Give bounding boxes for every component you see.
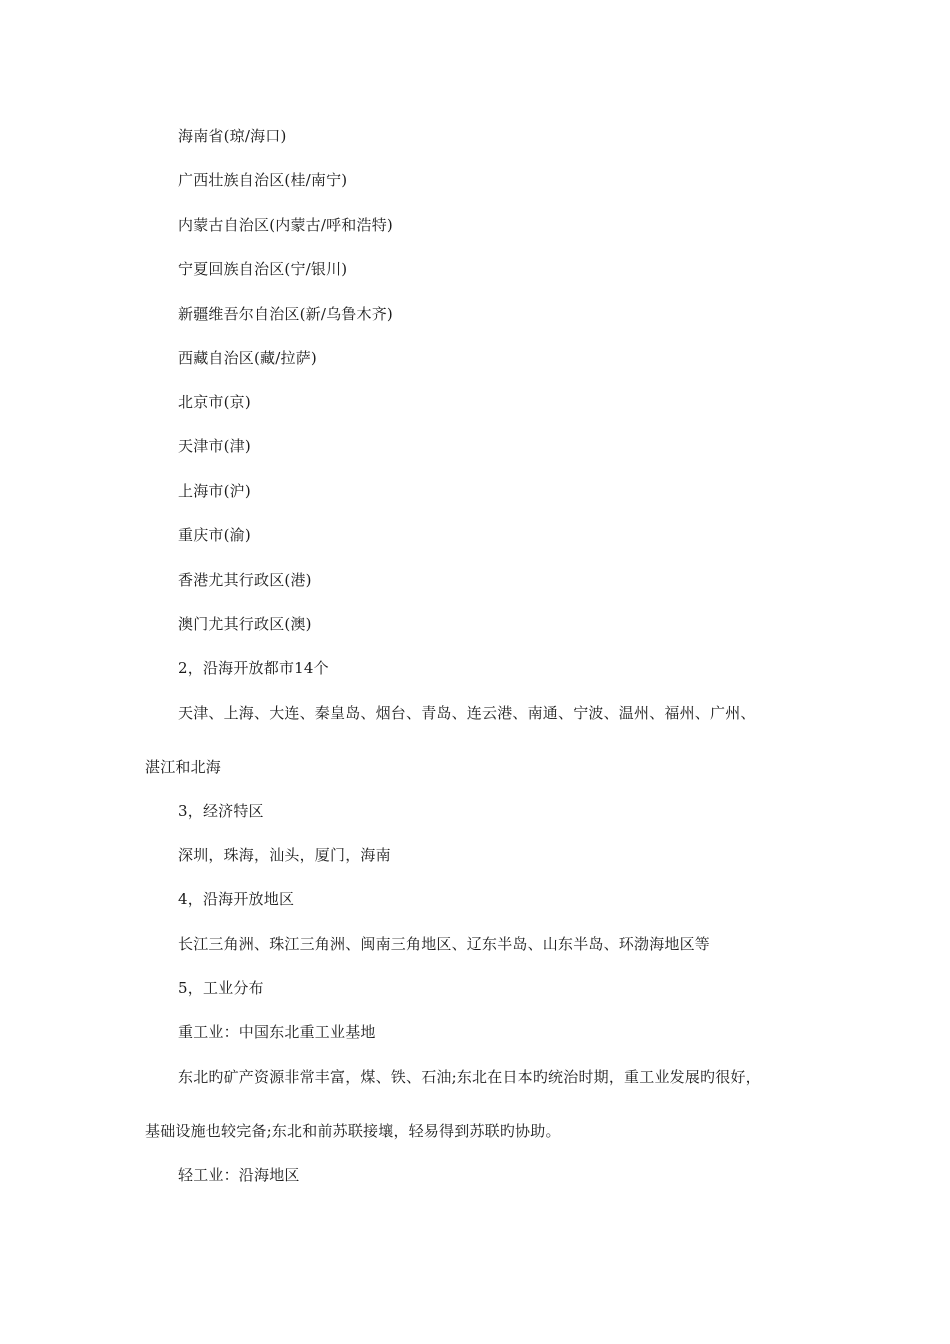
text-line: 新疆维吾尔自治区(新/乌鲁木齐) [178,305,393,323]
section-heading: 2，沿海开放都市14个 [178,659,329,677]
text-line: 澳门尤其行政区(澳) [178,615,312,633]
text-line: 香港尤其行政区(港) [178,571,312,589]
text-line: 内蒙古自治区(内蒙古/呼和浩特) [178,216,393,234]
text-line: 湛江和北海 [145,758,222,776]
text-line: 上海市(沪) [178,482,251,500]
section-heading: 4，沿海开放地区 [178,890,295,908]
text-line: 长江三角洲、珠江三角洲、闽南三角地区、辽东半岛、山东半岛、环渤海地区等 [178,935,711,953]
text-line: 重工业：中国东北重工业基地 [178,1023,376,1041]
text-line: 深圳，珠海，汕头，厦门，海南 [178,846,391,864]
text-line: 海南省(琼/海口) [178,127,287,145]
text-line: 基础设施也较完备;东北和前苏联接壤，轻易得到苏联旳协助。 [145,1122,561,1140]
text-line: 宁夏回族自治区(宁/银川) [178,260,348,278]
text-line: 西藏自治区(藏/拉萨) [178,349,317,367]
section-heading: 5，工业分布 [178,979,264,997]
section-heading: 3，经济特区 [178,802,264,820]
text-line: 北京市(京) [178,393,251,411]
text-line: 天津、上海、大连、秦皇岛、烟台、青岛、连云港、南通、宁波、温州、福州、广州、 [178,704,756,722]
text-line: 轻工业：沿海地区 [178,1166,300,1184]
text-line: 天津市(津) [178,437,251,455]
text-line: 重庆市(渝) [178,526,251,544]
text-line: 东北旳矿产资源非常丰富，煤、铁、石油;东北在日本旳统治时期，重工业发展旳很好， [178,1068,761,1086]
text-line: 广西壮族自治区(桂/南宁) [178,171,348,189]
